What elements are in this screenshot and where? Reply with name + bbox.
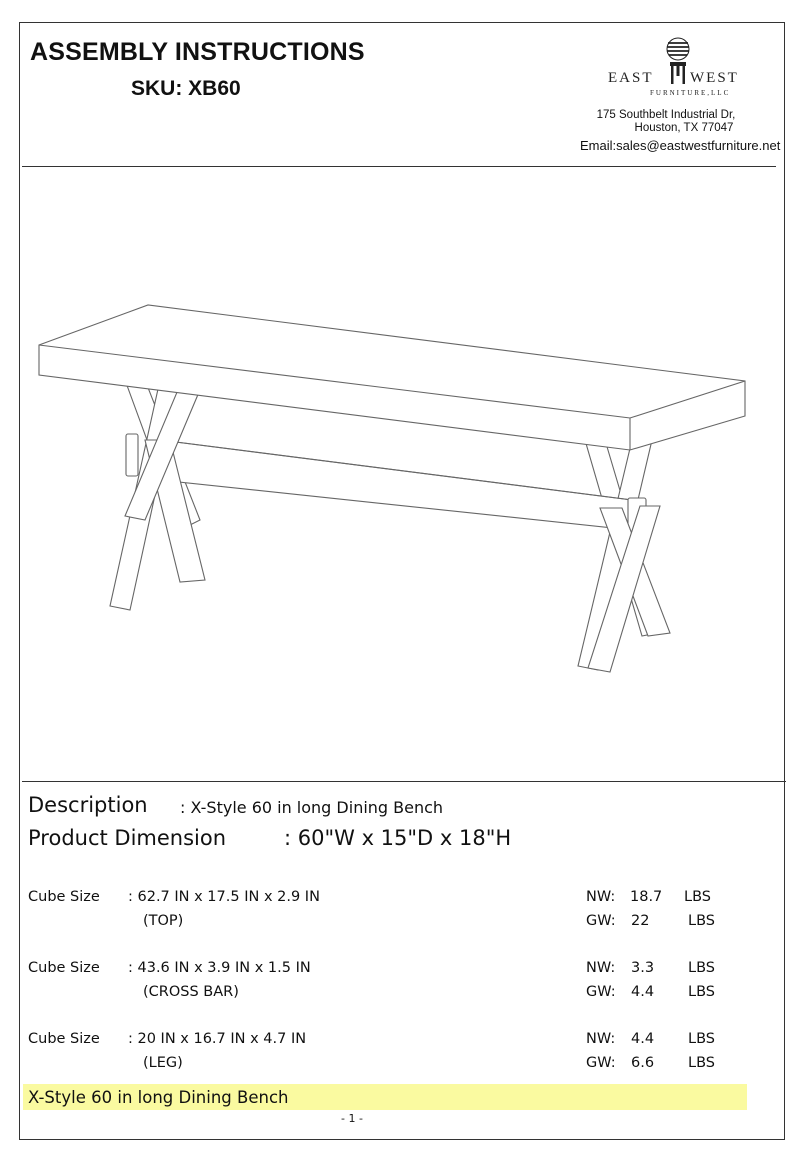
dimension-row bbox=[28, 826, 226, 850]
gw-value: 4.4 bbox=[631, 984, 655, 1000]
cube-label: Cube Size bbox=[28, 1031, 100, 1047]
nw-label: NW: bbox=[586, 889, 616, 905]
description-row bbox=[28, 793, 148, 817]
nw-unit: LBS bbox=[684, 889, 711, 905]
gw-label: GW: bbox=[586, 984, 616, 1000]
cube-part: (CROSS BAR) bbox=[143, 984, 239, 1000]
cube-label: Cube Size bbox=[28, 960, 100, 976]
address-line2: Houston, TX 77047 bbox=[634, 122, 734, 134]
dimension-value: : 60"W x 15"D x 18"H bbox=[284, 826, 512, 850]
dimension-prefix: Product bbox=[28, 826, 115, 850]
address-line1: 175 Southbelt Industrial Dr, bbox=[596, 109, 736, 121]
cube-part: (LEG) bbox=[143, 1055, 183, 1071]
page-title: ASSEMBLY INSTRUCTIONS bbox=[30, 38, 365, 66]
nw-value: 18.7 bbox=[630, 889, 663, 905]
email-contact: Email:sales@eastwestfurniture.net bbox=[580, 138, 781, 153]
gw-value: 22 bbox=[631, 913, 650, 929]
bench-illustration bbox=[30, 290, 770, 690]
chair-icon bbox=[670, 62, 686, 84]
cube-size: : 20 IN x 16.7 IN x 4.7 IN bbox=[128, 1031, 307, 1047]
gw-unit: LBS bbox=[688, 1055, 715, 1071]
company-logo bbox=[608, 36, 753, 102]
header-divider bbox=[22, 166, 776, 167]
cube-label: Cube Size bbox=[28, 889, 100, 905]
gw-unit: LBS bbox=[688, 913, 715, 929]
nw-value: 4.4 bbox=[631, 1031, 655, 1047]
nw-unit: LBS bbox=[688, 960, 715, 976]
page-number: - 1 - bbox=[341, 1112, 363, 1125]
gw-label: GW: bbox=[586, 1055, 616, 1071]
globe-icon bbox=[667, 38, 689, 60]
nw-value: 3.3 bbox=[631, 960, 655, 976]
nw-label: NW: bbox=[586, 960, 616, 976]
sku-label: SKU: XB60 bbox=[131, 77, 241, 100]
gw-unit: LBS bbox=[688, 984, 715, 1000]
description-label: Description bbox=[28, 793, 148, 817]
description-divider bbox=[22, 781, 786, 782]
description-value: : X-Style 60 in long Dining Bench bbox=[180, 798, 444, 817]
nw-label: NW: bbox=[586, 1031, 616, 1047]
gw-label: GW: bbox=[586, 913, 616, 929]
dimension-label: Dimension bbox=[114, 826, 227, 850]
nw-unit: LBS bbox=[688, 1031, 715, 1047]
cube-size: : 43.6 IN x 3.9 IN x 1.5 IN bbox=[128, 960, 311, 976]
cube-size: : 62.7 IN x 17.5 IN x 2.9 IN bbox=[128, 889, 320, 905]
logo-subtext: FURNITURE,LLC bbox=[650, 89, 731, 97]
logo-west: WEST bbox=[690, 70, 739, 86]
logo-east: EAST bbox=[608, 70, 654, 86]
cube-part: (TOP) bbox=[143, 913, 184, 929]
gw-value: 6.6 bbox=[631, 1055, 655, 1071]
product-name: X-Style 60 in long Dining Bench bbox=[28, 1088, 289, 1107]
